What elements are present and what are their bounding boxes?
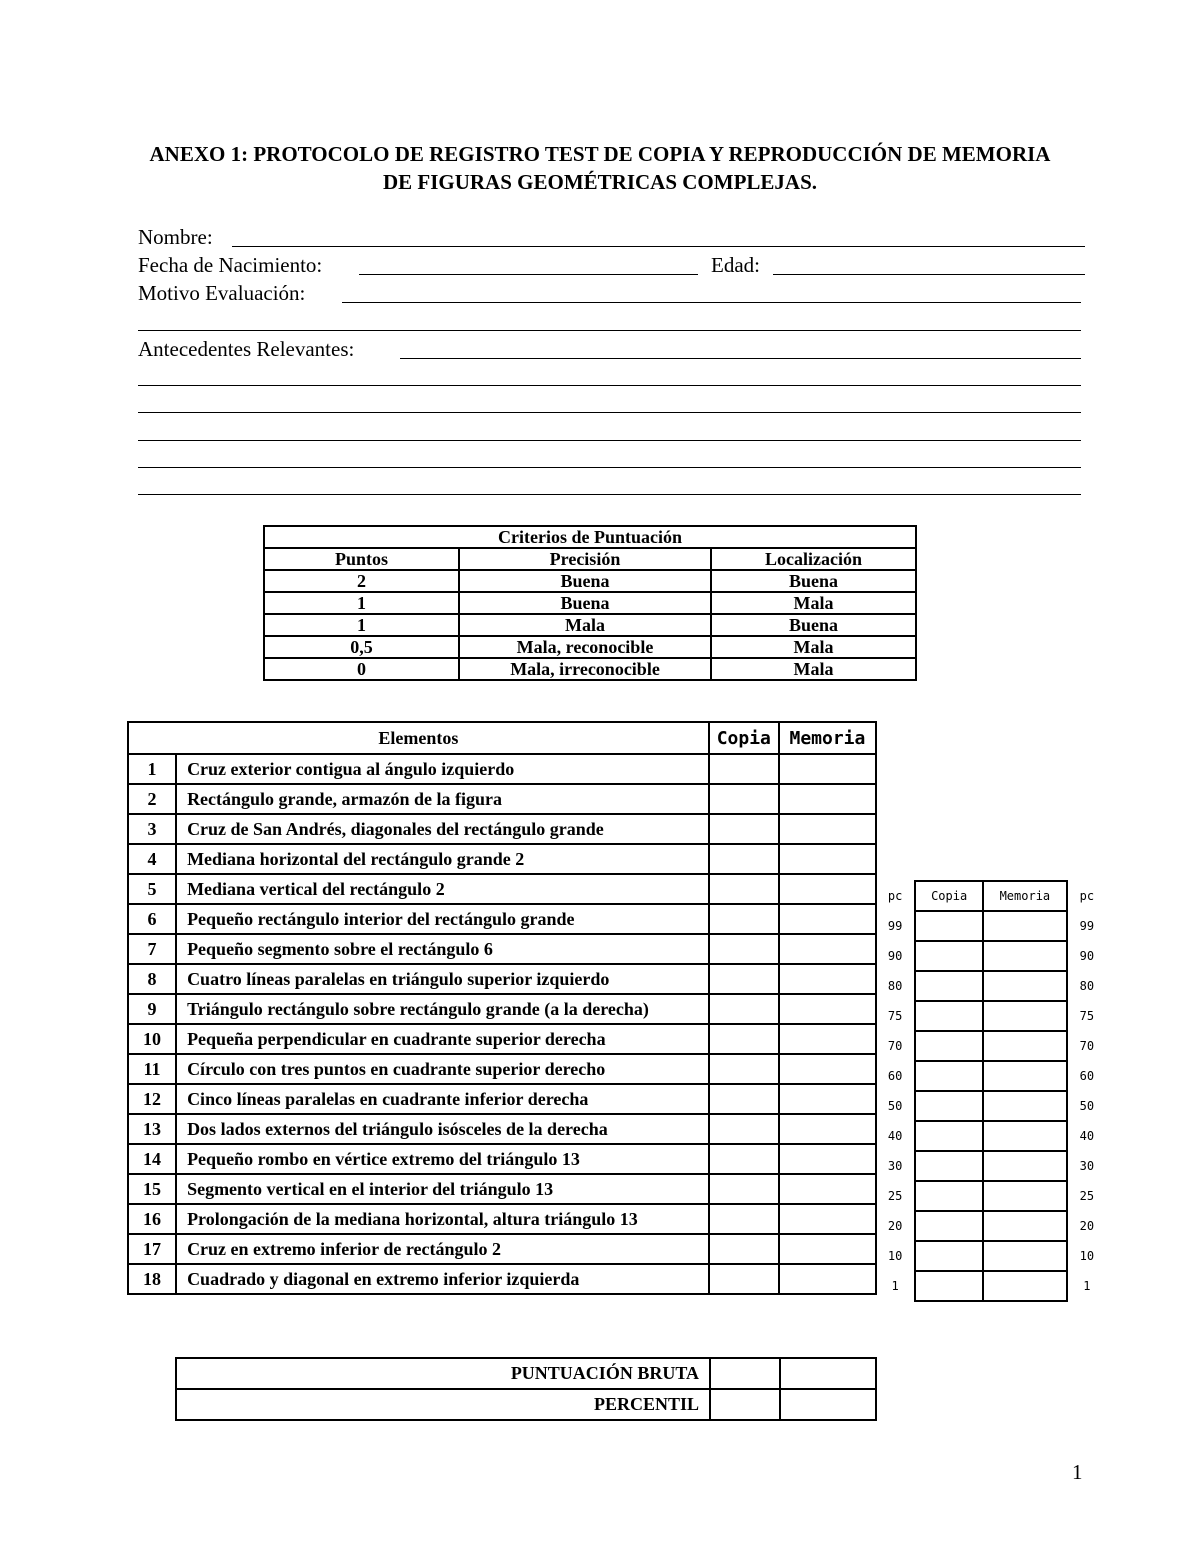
element-description: Cruz en extremo inferior de rectángulo 2 <box>176 1234 709 1264</box>
percentil-memoria[interactable] <box>780 1389 876 1420</box>
element-description: Dos lados externos del triángulo isósceles de la derecha <box>176 1114 709 1144</box>
pc-left-value: 50 <box>887 1099 903 1113</box>
pc-left-value: 20 <box>887 1219 903 1233</box>
element-description: Cinco líneas paralelas en cuadrante inferior derecha <box>176 1084 709 1114</box>
criterios-cell: Buena <box>459 570 711 592</box>
criterios-row <box>264 592 916 614</box>
pc-memoria-cell[interactable] <box>983 1091 1067 1121</box>
pc-left-value: 90 <box>887 949 903 963</box>
pc-right-value: 10 <box>1079 1249 1095 1263</box>
pc-copia-header: Copia <box>915 881 983 911</box>
memoria-score-cell[interactable] <box>779 964 876 994</box>
percentil-table <box>876 880 1106 1302</box>
pc-memoria-cell[interactable] <box>983 1181 1067 1211</box>
title-line-2: DE FIGURAS GEOMÉTRICAS COMPLEJAS. <box>382 170 818 194</box>
criterios-cell: 0,5 <box>264 636 459 658</box>
memoria-score-cell[interactable] <box>779 1204 876 1234</box>
element-number: 4 <box>128 844 176 874</box>
copia-score-cell[interactable] <box>709 1114 779 1144</box>
criterios-cell: Buena <box>711 614 916 636</box>
percentil-row <box>876 1031 1106 1061</box>
percentil-row <box>876 971 1106 1001</box>
pc-right-value: 1 <box>1083 1279 1091 1293</box>
pc-left-header: pc <box>887 889 903 903</box>
copia-score-cell[interactable] <box>709 1204 779 1234</box>
antecedentes-field[interactable] <box>400 358 1081 359</box>
percentil-row <box>876 1271 1106 1301</box>
pc-right-value: 75 <box>1079 1009 1095 1023</box>
table-row <box>128 1204 876 1234</box>
copia-score-cell[interactable] <box>709 1054 779 1084</box>
pc-memoria-cell[interactable] <box>983 1151 1067 1181</box>
memoria-score-cell[interactable] <box>779 844 876 874</box>
copia-score-cell[interactable] <box>709 1264 779 1294</box>
element-number: 9 <box>128 994 176 1024</box>
memoria-score-cell[interactable] <box>779 994 876 1024</box>
antecedentes-line-2[interactable] <box>138 385 1081 386</box>
pc-right-value: 40 <box>1079 1129 1095 1143</box>
table-row <box>128 1024 876 1054</box>
element-number: 6 <box>128 904 176 934</box>
criterios-cell: Mala, irreconocible <box>459 658 711 680</box>
criterios-title: Criterios de Puntuación <box>264 526 916 548</box>
edad-label: Edad: <box>711 253 760 277</box>
element-description: Segmento vertical en el interior del triángulo 13 <box>176 1174 709 1204</box>
criterios-cell: 2 <box>264 570 459 592</box>
antecedentes-line-5[interactable] <box>138 467 1081 468</box>
element-description: Mediana horizontal del rectángulo grande 2 <box>176 844 709 874</box>
table-row <box>128 1144 876 1174</box>
element-number: 1 <box>128 754 176 784</box>
pc-left-value: 70 <box>887 1039 903 1053</box>
pc-copia-cell[interactable] <box>915 1061 983 1091</box>
memoria-score-cell[interactable] <box>779 874 876 904</box>
criterios-cell: Mala <box>459 614 711 636</box>
criterios-cell: Mala <box>711 592 916 614</box>
memoria-score-cell[interactable] <box>779 1234 876 1264</box>
pc-memoria-cell[interactable] <box>983 1271 1067 1301</box>
table-row <box>128 964 876 994</box>
pc-left-value: 10 <box>887 1249 903 1263</box>
elementos-table <box>127 721 877 1295</box>
pc-left-value: 99 <box>887 919 903 933</box>
element-number: 16 <box>128 1204 176 1234</box>
percentil-row <box>876 1211 1106 1241</box>
table-row <box>128 1264 876 1294</box>
copia-score-cell[interactable] <box>709 784 779 814</box>
pc-copia-cell[interactable] <box>915 1211 983 1241</box>
pc-right-value: 90 <box>1079 949 1095 963</box>
element-number: 17 <box>128 1234 176 1264</box>
pc-memoria-header: Memoria <box>983 881 1067 911</box>
criterios-row <box>264 570 916 592</box>
element-number: 18 <box>128 1264 176 1294</box>
copia-score-cell[interactable] <box>709 904 779 934</box>
table-row <box>128 844 876 874</box>
memoria-score-cell[interactable] <box>779 904 876 934</box>
element-number: 11 <box>128 1054 176 1084</box>
pc-right-value: 99 <box>1079 919 1095 933</box>
fecha-nacimiento-field[interactable] <box>359 274 698 275</box>
element-number: 13 <box>128 1114 176 1144</box>
criterios-header-localizacion: Localización <box>711 548 916 570</box>
memoria-score-cell[interactable] <box>779 934 876 964</box>
criterios-cell: 1 <box>264 592 459 614</box>
totals-table <box>175 1357 877 1421</box>
elementos-header: Elementos <box>128 722 709 754</box>
pc-left-value: 60 <box>887 1069 903 1083</box>
element-number: 7 <box>128 934 176 964</box>
element-description: Cruz de San Andrés, diagonales del rectángulo grande <box>176 814 709 844</box>
element-number: 5 <box>128 874 176 904</box>
criterios-header-precision: Precisión <box>459 548 711 570</box>
pc-copia-cell[interactable] <box>915 971 983 1001</box>
memoria-score-cell[interactable] <box>779 1144 876 1174</box>
memoria-score-cell[interactable] <box>779 1054 876 1084</box>
antecedentes-line-6[interactable] <box>138 494 1081 495</box>
copia-score-cell[interactable] <box>709 1174 779 1204</box>
percentil-copia[interactable] <box>710 1389 780 1420</box>
copia-score-cell[interactable] <box>709 934 779 964</box>
percentil-row <box>876 1151 1106 1181</box>
pc-copia-cell[interactable] <box>915 1091 983 1121</box>
percentil-row <box>876 1181 1106 1211</box>
element-description: Círculo con tres puntos en cuadrante superior derecho <box>176 1054 709 1084</box>
percentil-row <box>876 1061 1106 1091</box>
copia-score-cell[interactable] <box>709 964 779 994</box>
pc-left-value: 80 <box>887 979 903 993</box>
puntuacion-bruta-label: PUNTUACIÓN BRUTA <box>176 1358 710 1389</box>
percentil-row <box>876 941 1106 971</box>
table-row <box>128 934 876 964</box>
page-number: 1 <box>1072 1460 1083 1484</box>
copia-score-cell[interactable] <box>709 844 779 874</box>
percentil-row <box>876 1091 1106 1121</box>
criterios-row <box>264 614 916 636</box>
document-title <box>0 140 1200 196</box>
motivo-field-line-2[interactable] <box>138 330 1081 331</box>
memoria-score-cell[interactable] <box>779 1174 876 1204</box>
criterios-row <box>264 636 916 658</box>
motivo-label: Motivo Evaluación: <box>138 281 306 305</box>
element-description: Mediana vertical del rectángulo 2 <box>176 874 709 904</box>
pc-left-value: 75 <box>887 1009 903 1023</box>
pc-right-value: 50 <box>1079 1099 1095 1113</box>
element-number: 12 <box>128 1084 176 1114</box>
title-line-1: ANEXO 1: PROTOCOLO DE REGISTRO TEST DE COPIA Y REPRODUCCIÓN DE MEMORIA <box>149 142 1051 166</box>
table-row <box>128 994 876 1024</box>
memoria-score-cell[interactable] <box>779 1114 876 1144</box>
pc-left-value: 40 <box>887 1129 903 1143</box>
table-row <box>128 1114 876 1144</box>
table-row <box>128 874 876 904</box>
table-row <box>128 814 876 844</box>
percentil-row <box>876 1001 1106 1031</box>
percentil-row <box>876 911 1106 941</box>
copia-score-cell[interactable] <box>709 1234 779 1264</box>
pc-copia-cell[interactable] <box>915 941 983 971</box>
percentil-row <box>876 1121 1106 1151</box>
pc-right-value: 25 <box>1079 1189 1095 1203</box>
criterios-cell: 1 <box>264 614 459 636</box>
pc-memoria-cell[interactable] <box>983 1211 1067 1241</box>
pc-right-value: 70 <box>1079 1039 1095 1053</box>
element-description: Cuatro líneas paralelas en triángulo superior izquierdo <box>176 964 709 994</box>
element-description: Triángulo rectángulo sobre rectángulo grande (a la derecha) <box>176 994 709 1024</box>
copia-score-cell[interactable] <box>709 874 779 904</box>
memoria-score-cell[interactable] <box>779 754 876 784</box>
table-row <box>128 754 876 784</box>
criterios-cell: 0 <box>264 658 459 680</box>
copia-score-cell[interactable] <box>709 1024 779 1054</box>
pc-copia-cell[interactable] <box>915 1121 983 1151</box>
memoria-score-cell[interactable] <box>779 814 876 844</box>
element-number: 2 <box>128 784 176 814</box>
percentil-row <box>876 1241 1106 1271</box>
pc-copia-cell[interactable] <box>915 1181 983 1211</box>
criterios-header-puntos: Puntos <box>264 548 459 570</box>
antecedentes-line-3[interactable] <box>138 412 1081 413</box>
table-row <box>128 1234 876 1264</box>
element-description: Cuadrado y diagonal en extremo inferior izquierda <box>176 1264 709 1294</box>
pc-left-value: 1 <box>891 1279 899 1293</box>
criterios-row <box>264 658 916 680</box>
motivo-field[interactable] <box>342 302 1081 303</box>
memoria-score-cell[interactable] <box>779 1024 876 1054</box>
pc-copia-cell[interactable] <box>915 1241 983 1271</box>
pc-left-value: 25 <box>887 1189 903 1203</box>
pc-copia-cell[interactable] <box>915 1001 983 1031</box>
pc-copia-cell[interactable] <box>915 1271 983 1301</box>
criterios-cell: Buena <box>459 592 711 614</box>
element-description: Pequeño rombo en vértice extremo del triángulo 13 <box>176 1144 709 1174</box>
element-description: Pequeño rectángulo interior del rectángulo grande <box>176 904 709 934</box>
antecedentes-line-4[interactable] <box>138 440 1081 441</box>
pc-memoria-cell[interactable] <box>983 1001 1067 1031</box>
element-number: 10 <box>128 1024 176 1054</box>
copia-score-cell[interactable] <box>709 1084 779 1114</box>
pc-memoria-cell[interactable] <box>983 971 1067 1001</box>
pc-memoria-cell[interactable] <box>983 1061 1067 1091</box>
element-number: 14 <box>128 1144 176 1174</box>
table-row <box>128 1174 876 1204</box>
pc-copia-cell[interactable] <box>915 1151 983 1181</box>
element-description: Cruz exterior contigua al ángulo izquierdo <box>176 754 709 784</box>
element-number: 3 <box>128 814 176 844</box>
pc-memoria-cell[interactable] <box>983 911 1067 941</box>
element-description: Prolongación de la mediana horizontal, altura triángulo 13 <box>176 1204 709 1234</box>
nombre-field[interactable] <box>232 246 1085 247</box>
table-row <box>128 1054 876 1084</box>
fecha-nacimiento-label: Fecha de Nacimiento: <box>138 253 323 277</box>
pc-memoria-cell[interactable] <box>983 941 1067 971</box>
copia-score-cell[interactable] <box>709 994 779 1024</box>
pc-memoria-cell[interactable] <box>983 1121 1067 1151</box>
memoria-score-cell[interactable] <box>779 784 876 814</box>
element-description: Rectángulo grande, armazón de la figura <box>176 784 709 814</box>
pc-right-value: 30 <box>1079 1159 1095 1173</box>
criterios-cell: Mala <box>711 636 916 658</box>
memoria-header: Memoria <box>779 722 876 754</box>
copia-score-cell[interactable] <box>709 1144 779 1174</box>
percentil-label: PERCENTIL <box>176 1389 710 1420</box>
pc-memoria-cell[interactable] <box>983 1031 1067 1061</box>
antecedentes-label: Antecedentes Relevantes: <box>138 337 355 361</box>
criterios-cell: Buena <box>711 570 916 592</box>
pc-right-value: 60 <box>1079 1069 1095 1083</box>
criterios-table <box>263 525 917 681</box>
puntuacion-bruta-memoria[interactable] <box>780 1358 876 1389</box>
element-description: Pequeño segmento sobre el rectángulo 6 <box>176 934 709 964</box>
table-row <box>128 1084 876 1114</box>
memoria-score-cell[interactable] <box>779 1264 876 1294</box>
pc-copia-cell[interactable] <box>915 1031 983 1061</box>
nombre-label: Nombre: <box>138 225 213 249</box>
pc-right-header: pc <box>1079 889 1095 903</box>
pc-copia-cell[interactable] <box>915 911 983 941</box>
copia-score-cell[interactable] <box>709 814 779 844</box>
pc-right-value: 80 <box>1079 979 1095 993</box>
element-number: 8 <box>128 964 176 994</box>
table-row <box>128 904 876 934</box>
pc-right-value: 20 <box>1079 1219 1095 1233</box>
edad-field[interactable] <box>773 274 1085 275</box>
pc-left-value: 30 <box>887 1159 903 1173</box>
table-row <box>128 784 876 814</box>
element-number: 15 <box>128 1174 176 1204</box>
puntuacion-bruta-copia[interactable] <box>710 1358 780 1389</box>
copia-header: Copia <box>709 722 779 754</box>
pc-memoria-cell[interactable] <box>983 1241 1067 1271</box>
element-description: Pequeña perpendicular en cuadrante superior derecha <box>176 1024 709 1054</box>
criterios-cell: Mala <box>711 658 916 680</box>
memoria-score-cell[interactable] <box>779 1084 876 1114</box>
criterios-cell: Mala, reconocible <box>459 636 711 658</box>
copia-score-cell[interactable] <box>709 754 779 784</box>
